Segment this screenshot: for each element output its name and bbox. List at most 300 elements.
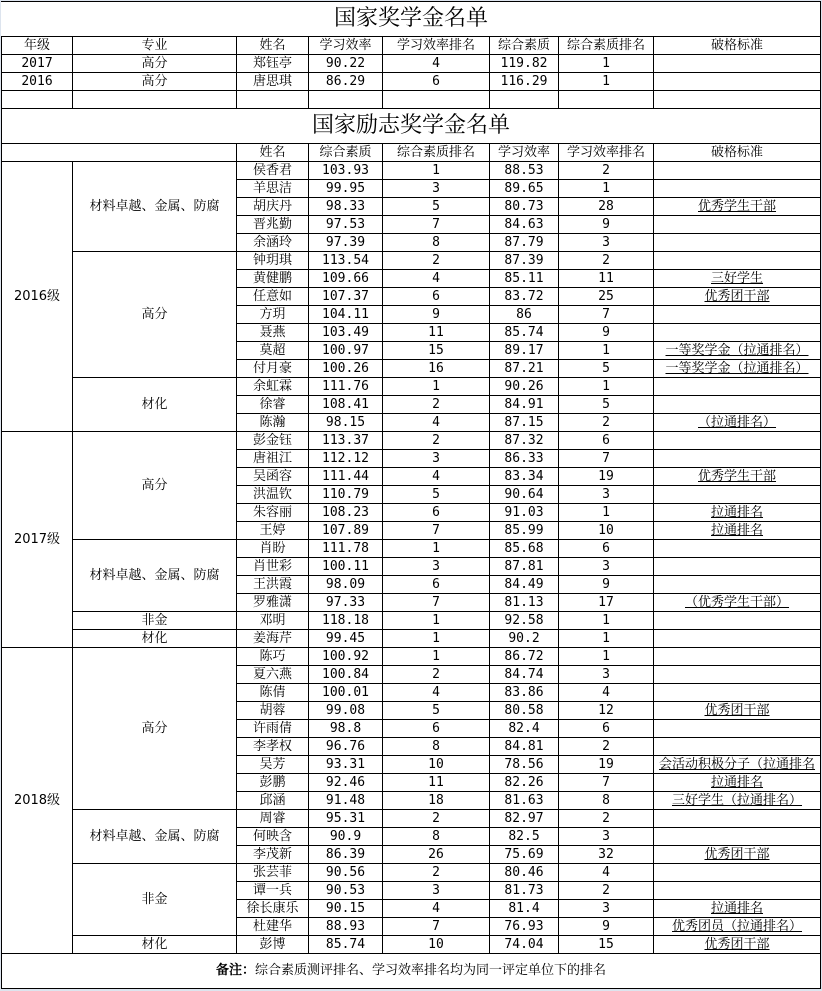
criteria-cell[interactable] [654,648,821,666]
study-rank-cell[interactable]: 2 [559,882,654,900]
criteria-cell[interactable] [654,486,821,504]
empty-cell[interactable] [309,91,383,109]
name-cell[interactable]: 余虹霖 [237,378,309,396]
quality-cell[interactable]: 103.93 [309,162,383,180]
study-efficiency-cell[interactable]: 90.64 [490,486,559,504]
name-cell[interactable]: 钟玥琪 [237,252,309,270]
quality-rank-cell[interactable]: 1 [383,162,490,180]
quality-rank-cell[interactable]: 5 [383,486,490,504]
column-header[interactable]: 破格标准 [654,144,821,162]
criteria-cell[interactable] [654,180,821,198]
name-cell[interactable]: 何映含 [237,828,309,846]
study-efficiency-cell[interactable]: 81.13 [490,594,559,612]
quality-rank-cell[interactable]: 11 [383,324,490,342]
study-rank-cell[interactable]: 25 [559,288,654,306]
study-rank-cell[interactable]: 6 [559,432,654,450]
column-header[interactable]: 年级 [2,37,73,55]
empty-cell[interactable] [383,91,490,109]
study-efficiency-cell[interactable]: 85.99 [490,522,559,540]
study-efficiency-cell[interactable]: 83.72 [490,288,559,306]
header-blank[interactable] [2,144,237,162]
quality-cell[interactable]: 98.8 [309,720,383,738]
criteria-cell[interactable] [654,252,821,270]
quality-cell[interactable]: 98.33 [309,198,383,216]
name-cell[interactable]: 徐长康乐 [237,900,309,918]
study-rank-cell[interactable]: 3 [559,828,654,846]
quality-rank-cell[interactable]: 3 [383,882,490,900]
quality-cell[interactable]: 86.39 [309,846,383,864]
study-rank-cell[interactable]: 3 [559,666,654,684]
study-rank-cell[interactable]: 5 [559,396,654,414]
study-efficiency-cell[interactable]: 87.39 [490,252,559,270]
name-cell[interactable]: 王婷 [237,522,309,540]
name-cell[interactable]: 彭鹏 [237,774,309,792]
column-header[interactable]: 学习效率排名 [383,37,490,55]
criteria-cell[interactable]: 优秀学生干部 [654,468,821,486]
study-efficiency-cell[interactable]: 75.69 [490,846,559,864]
criteria-cell[interactable] [654,216,821,234]
criteria-cell[interactable] [654,612,821,630]
study-efficiency-cell[interactable]: 86.72 [490,648,559,666]
criteria-cell[interactable] [654,432,821,450]
name-cell[interactable]: 侯香君 [237,162,309,180]
study-rank-cell[interactable]: 15 [559,936,654,954]
study-rank-cell[interactable]: 1 [559,612,654,630]
study-efficiency-cell[interactable]: 81.73 [490,882,559,900]
major-cell[interactable]: 高分 [73,648,237,810]
quality-cell[interactable]: 98.09 [309,576,383,594]
quality-cell[interactable]: 90.53 [309,882,383,900]
criteria-cell[interactable]: 优秀学生干部 [654,198,821,216]
quality-cell[interactable]: 100.92 [309,648,383,666]
study-efficiency-cell[interactable]: 87.21 [490,360,559,378]
quality-cell[interactable]: 88.93 [309,918,383,936]
empty-cell[interactable] [73,91,237,109]
criteria-cell[interactable] [654,396,821,414]
study-efficiency-cell[interactable]: 80.58 [490,702,559,720]
criteria-cell[interactable]: 会活动积极分子（拉通排名 [654,756,821,774]
study-efficiency-cell[interactable]: 86.29 [309,73,383,91]
study-rank-cell[interactable]: 12 [559,702,654,720]
criteria-cell[interactable] [654,882,821,900]
name-cell[interactable]: 付月豪 [237,360,309,378]
study-efficiency-cell[interactable]: 84.81 [490,738,559,756]
study-efficiency-cell[interactable]: 87.79 [490,234,559,252]
name-cell[interactable]: 黄健鹏 [237,270,309,288]
study-rank-cell[interactable]: 5 [559,360,654,378]
quality-rank-cell[interactable]: 8 [383,828,490,846]
criteria-cell[interactable] [654,720,821,738]
study-efficiency-cell[interactable]: 78.56 [490,756,559,774]
quality-cell[interactable]: 119.82 [490,55,559,73]
name-cell[interactable]: 陈倩 [237,684,309,702]
study-rank-cell[interactable]: 7 [559,774,654,792]
name-cell[interactable]: 徐睿 [237,396,309,414]
study-rank-cell[interactable]: 1 [559,342,654,360]
criteria-cell[interactable] [654,540,821,558]
name-cell[interactable]: 陈巧 [237,648,309,666]
empty-cell[interactable] [559,91,654,109]
name-cell[interactable]: 聂燕 [237,324,309,342]
quality-cell[interactable]: 95.31 [309,810,383,828]
study-efficiency-cell[interactable]: 85.11 [490,270,559,288]
study-efficiency-cell[interactable]: 82.26 [490,774,559,792]
quality-cell[interactable]: 93.31 [309,756,383,774]
quality-cell[interactable]: 97.39 [309,234,383,252]
study-rank-cell[interactable]: 17 [559,594,654,612]
name-cell[interactable]: 余涵玲 [237,234,309,252]
grade-cell[interactable]: 2016 [2,73,73,91]
criteria-cell[interactable]: 一等奖学金（拉通排名） [654,342,821,360]
study-rank-cell[interactable]: 1 [559,180,654,198]
criteria-cell[interactable]: 优秀团员（拉通排名） [654,918,821,936]
criteria-cell[interactable]: 优秀团干部 [654,846,821,864]
grade-cell[interactable]: 2017级 [2,432,73,648]
quality-cell[interactable]: 107.37 [309,288,383,306]
quality-cell[interactable]: 99.08 [309,702,383,720]
study-rank-cell[interactable]: 19 [559,468,654,486]
criteria-cell[interactable] [654,684,821,702]
major-cell[interactable]: 材化 [73,378,237,432]
criteria-cell[interactable]: 拉通排名 [654,504,821,522]
quality-rank-cell[interactable]: 1 [383,378,490,396]
name-cell[interactable]: 邓明 [237,612,309,630]
quality-cell[interactable]: 110.79 [309,486,383,504]
quality-rank-cell[interactable]: 5 [383,198,490,216]
quality-rank-cell[interactable]: 8 [383,738,490,756]
name-cell[interactable]: 杜建华 [237,918,309,936]
quality-cell[interactable]: 112.12 [309,450,383,468]
name-cell[interactable]: 任意如 [237,288,309,306]
quality-rank-cell[interactable]: 6 [383,576,490,594]
name-cell[interactable]: 胡庆丹 [237,198,309,216]
column-header[interactable]: 综合素质 [490,37,559,55]
column-header[interactable]: 综合素质排名 [383,144,490,162]
study-efficiency-cell[interactable]: 89.17 [490,342,559,360]
study-efficiency-cell[interactable]: 82.4 [490,720,559,738]
quality-rank-cell[interactable]: 7 [383,594,490,612]
criteria-cell[interactable] [654,666,821,684]
quality-cell[interactable]: 100.97 [309,342,383,360]
study-efficiency-cell[interactable]: 81.63 [490,792,559,810]
study-efficiency-cell[interactable]: 74.04 [490,936,559,954]
name-cell[interactable]: 李孝权 [237,738,309,756]
column-header[interactable]: 专业 [73,37,237,55]
quality-rank-cell[interactable]: 2 [383,666,490,684]
major-cell[interactable]: 非金 [73,612,237,630]
quality-cell[interactable]: 100.01 [309,684,383,702]
quality-cell[interactable]: 91.48 [309,792,383,810]
study-rank-cell[interactable]: 6 [383,73,490,91]
criteria-cell[interactable]: 拉通排名 [654,900,821,918]
study-rank-cell[interactable]: 3 [559,486,654,504]
study-efficiency-cell[interactable]: 85.68 [490,540,559,558]
study-efficiency-cell[interactable]: 88.53 [490,162,559,180]
major-cell[interactable]: 材料卓越、金属、防腐 [73,162,237,252]
study-rank-cell[interactable]: 32 [559,846,654,864]
major-cell[interactable]: 材料卓越、金属、防腐 [73,810,237,864]
name-cell[interactable]: 李茂新 [237,846,309,864]
criteria-cell[interactable] [654,828,821,846]
study-rank-cell[interactable]: 7 [559,306,654,324]
quality-cell[interactable]: 107.89 [309,522,383,540]
criteria-cell[interactable]: 优秀团干部 [654,936,821,954]
column-header[interactable]: 学习效率 [490,144,559,162]
study-efficiency-cell[interactable]: 83.34 [490,468,559,486]
criteria-cell[interactable] [654,576,821,594]
quality-cell[interactable]: 90.15 [309,900,383,918]
name-cell[interactable]: 洪温钦 [237,486,309,504]
study-efficiency-cell[interactable]: 84.63 [490,216,559,234]
column-header[interactable]: 综合素质 [309,144,383,162]
quality-rank-cell[interactable]: 6 [383,504,490,522]
study-efficiency-cell[interactable]: 84.49 [490,576,559,594]
major-cell[interactable]: 材料卓越、金属、防腐 [73,540,237,612]
quality-rank-cell[interactable]: 1 [559,73,654,91]
quality-rank-cell[interactable]: 10 [383,936,490,954]
major-cell[interactable]: 材化 [73,936,237,954]
quality-cell[interactable]: 85.74 [309,936,383,954]
criteria-cell[interactable] [654,306,821,324]
quality-cell[interactable]: 100.11 [309,558,383,576]
study-rank-cell[interactable]: 9 [559,576,654,594]
study-efficiency-cell[interactable]: 90.2 [490,630,559,648]
quality-cell[interactable]: 99.45 [309,630,383,648]
quality-rank-cell[interactable]: 4 [383,414,490,432]
study-rank-cell[interactable]: 2 [559,162,654,180]
study-rank-cell[interactable]: 8 [559,792,654,810]
quality-rank-cell[interactable]: 6 [383,720,490,738]
name-cell[interactable]: 唐思琪 [237,73,309,91]
criteria-cell[interactable] [654,810,821,828]
quality-cell[interactable]: 116.29 [490,73,559,91]
quality-cell[interactable]: 90.56 [309,864,383,882]
name-cell[interactable]: 胡蓉 [237,702,309,720]
study-efficiency-cell[interactable]: 83.86 [490,684,559,702]
name-cell[interactable]: 夏六燕 [237,666,309,684]
quality-cell[interactable]: 97.33 [309,594,383,612]
name-cell[interactable]: 朱容丽 [237,504,309,522]
quality-rank-cell[interactable]: 7 [383,522,490,540]
criteria-cell[interactable] [654,630,821,648]
quality-cell[interactable]: 113.54 [309,252,383,270]
study-rank-cell[interactable]: 19 [559,756,654,774]
criteria-cell[interactable]: 三好学生 [654,270,821,288]
study-efficiency-cell[interactable]: 81.4 [490,900,559,918]
study-efficiency-cell[interactable]: 86 [490,306,559,324]
study-rank-cell[interactable]: 7 [559,450,654,468]
name-cell[interactable]: 方玥 [237,306,309,324]
study-rank-cell[interactable]: 1 [559,648,654,666]
column-header[interactable]: 姓名 [237,144,309,162]
name-cell[interactable]: 许雨倩 [237,720,309,738]
study-efficiency-cell[interactable]: 90.22 [309,55,383,73]
quality-cell[interactable]: 96.76 [309,738,383,756]
study-rank-cell[interactable]: 2 [559,810,654,828]
study-rank-cell[interactable]: 6 [559,540,654,558]
quality-cell[interactable]: 92.46 [309,774,383,792]
quality-rank-cell[interactable]: 1 [559,55,654,73]
quality-rank-cell[interactable]: 10 [383,756,490,774]
grade-cell[interactable]: 2018级 [2,648,73,954]
column-header[interactable]: 学习效率 [309,37,383,55]
quality-rank-cell[interactable]: 2 [383,252,490,270]
major-cell[interactable]: 高分 [73,432,237,540]
name-cell[interactable]: 邱涵 [237,792,309,810]
name-cell[interactable]: 吴芳 [237,756,309,774]
quality-rank-cell[interactable]: 1 [383,648,490,666]
column-header[interactable]: 破格标准 [654,37,821,55]
criteria-cell[interactable]: （拉通排名） [654,414,821,432]
study-rank-cell[interactable]: 2 [559,414,654,432]
study-rank-cell[interactable]: 4 [559,864,654,882]
grade-cell[interactable]: 2016级 [2,162,73,432]
major-cell[interactable]: 高分 [73,73,237,91]
major-cell[interactable]: 材化 [73,630,237,648]
quality-cell[interactable]: 108.23 [309,504,383,522]
criteria-cell[interactable] [654,558,821,576]
quality-cell[interactable]: 109.66 [309,270,383,288]
study-rank-cell[interactable]: 1 [559,630,654,648]
quality-cell[interactable]: 97.53 [309,216,383,234]
study-rank-cell[interactable]: 3 [559,558,654,576]
quality-rank-cell[interactable]: 7 [383,918,490,936]
quality-rank-cell[interactable]: 16 [383,360,490,378]
quality-rank-cell[interactable]: 2 [383,810,490,828]
study-rank-cell[interactable]: 2 [559,252,654,270]
quality-rank-cell[interactable]: 15 [383,342,490,360]
criteria-cell[interactable] [654,450,821,468]
study-rank-cell[interactable]: 9 [559,324,654,342]
column-header[interactable]: 姓名 [237,37,309,55]
empty-cell[interactable] [654,91,821,109]
encouragement-scholarship-title[interactable]: 国家励志奖学金名单 [2,109,821,144]
name-cell[interactable]: 罗雅潇 [237,594,309,612]
name-cell[interactable]: 陈瀚 [237,414,309,432]
name-cell[interactable]: 彭金钰 [237,432,309,450]
footnote-cell[interactable] [2,954,821,989]
criteria-cell[interactable] [654,738,821,756]
quality-rank-cell[interactable]: 1 [383,630,490,648]
name-cell[interactable]: 郑钰亭 [237,55,309,73]
study-efficiency-cell[interactable]: 92.58 [490,612,559,630]
name-cell[interactable]: 莫超 [237,342,309,360]
name-cell[interactable]: 吴函容 [237,468,309,486]
national-scholarship-title[interactable]: 国家奖学金名单 [2,2,821,37]
study-rank-cell[interactable]: 11 [559,270,654,288]
quality-rank-cell[interactable]: 8 [383,234,490,252]
study-efficiency-cell[interactable]: 87.81 [490,558,559,576]
major-cell[interactable]: 非金 [73,864,237,936]
empty-cell[interactable] [237,91,309,109]
name-cell[interactable]: 彭博 [237,936,309,954]
quality-cell[interactable]: 90.9 [309,828,383,846]
name-cell[interactable]: 张芸菲 [237,864,309,882]
quality-cell[interactable]: 118.18 [309,612,383,630]
name-cell[interactable]: 肖盼 [237,540,309,558]
grade-cell[interactable]: 2017 [2,55,73,73]
name-cell[interactable]: 谭一兵 [237,882,309,900]
study-rank-cell[interactable]: 3 [559,234,654,252]
study-efficiency-cell[interactable]: 91.03 [490,504,559,522]
quality-rank-cell[interactable]: 26 [383,846,490,864]
study-rank-cell[interactable]: 28 [559,198,654,216]
quality-rank-cell[interactable]: 1 [383,540,490,558]
name-cell[interactable]: 周睿 [237,810,309,828]
empty-cell[interactable] [2,91,73,109]
criteria-cell[interactable]: 优秀团干部 [654,702,821,720]
quality-cell[interactable]: 111.76 [309,378,383,396]
quality-cell[interactable]: 104.11 [309,306,383,324]
study-rank-cell[interactable]: 1 [559,504,654,522]
quality-rank-cell[interactable]: 9 [383,306,490,324]
quality-rank-cell[interactable]: 3 [383,180,490,198]
name-cell[interactable]: 肖世彩 [237,558,309,576]
quality-rank-cell[interactable]: 6 [383,288,490,306]
study-efficiency-cell[interactable]: 76.93 [490,918,559,936]
quality-rank-cell[interactable]: 2 [383,396,490,414]
quality-rank-cell[interactable]: 2 [383,864,490,882]
quality-rank-cell[interactable]: 18 [383,792,490,810]
study-efficiency-cell[interactable]: 84.74 [490,666,559,684]
study-rank-cell[interactable]: 4 [383,55,490,73]
criteria-cell[interactable] [654,55,821,73]
study-efficiency-cell[interactable]: 80.46 [490,864,559,882]
name-cell[interactable]: 唐祖江 [237,450,309,468]
quality-cell[interactable]: 100.26 [309,360,383,378]
study-efficiency-cell[interactable]: 82.5 [490,828,559,846]
study-rank-cell[interactable]: 10 [559,522,654,540]
study-rank-cell[interactable]: 3 [559,900,654,918]
study-efficiency-cell[interactable]: 80.73 [490,198,559,216]
quality-rank-cell[interactable]: 2 [383,432,490,450]
study-efficiency-cell[interactable]: 89.65 [490,180,559,198]
name-cell[interactable]: 王洪霞 [237,576,309,594]
study-efficiency-cell[interactable]: 86.33 [490,450,559,468]
study-efficiency-cell[interactable]: 87.32 [490,432,559,450]
criteria-cell[interactable] [654,234,821,252]
quality-rank-cell[interactable]: 4 [383,684,490,702]
quality-rank-cell[interactable]: 7 [383,216,490,234]
column-header[interactable]: 学习效率排名 [559,144,654,162]
study-efficiency-cell[interactable]: 87.15 [490,414,559,432]
quality-cell[interactable]: 99.95 [309,180,383,198]
criteria-cell[interactable] [654,378,821,396]
name-cell[interactable]: 姜海芹 [237,630,309,648]
study-efficiency-cell[interactable]: 85.74 [490,324,559,342]
quality-rank-cell[interactable]: 3 [383,450,490,468]
study-efficiency-cell[interactable]: 84.91 [490,396,559,414]
quality-rank-cell[interactable]: 4 [383,468,490,486]
quality-cell[interactable]: 111.44 [309,468,383,486]
criteria-cell[interactable]: 拉通排名 [654,522,821,540]
criteria-cell[interactable] [654,162,821,180]
quality-rank-cell[interactable]: 11 [383,774,490,792]
study-rank-cell[interactable]: 1 [559,378,654,396]
major-cell[interactable]: 高分 [73,55,237,73]
study-rank-cell[interactable]: 4 [559,684,654,702]
study-rank-cell[interactable]: 6 [559,720,654,738]
study-efficiency-cell[interactable]: 90.26 [490,378,559,396]
name-cell[interactable]: 晋兆勤 [237,216,309,234]
study-rank-cell[interactable]: 9 [559,216,654,234]
criteria-cell[interactable]: 三好学生（拉通排名） [654,792,821,810]
criteria-cell[interactable]: （优秀学生干部） [654,594,821,612]
quality-rank-cell[interactable]: 4 [383,900,490,918]
criteria-cell[interactable]: 拉通排名 [654,774,821,792]
criteria-cell[interactable]: 优秀团干部 [654,288,821,306]
study-efficiency-cell[interactable]: 82.97 [490,810,559,828]
